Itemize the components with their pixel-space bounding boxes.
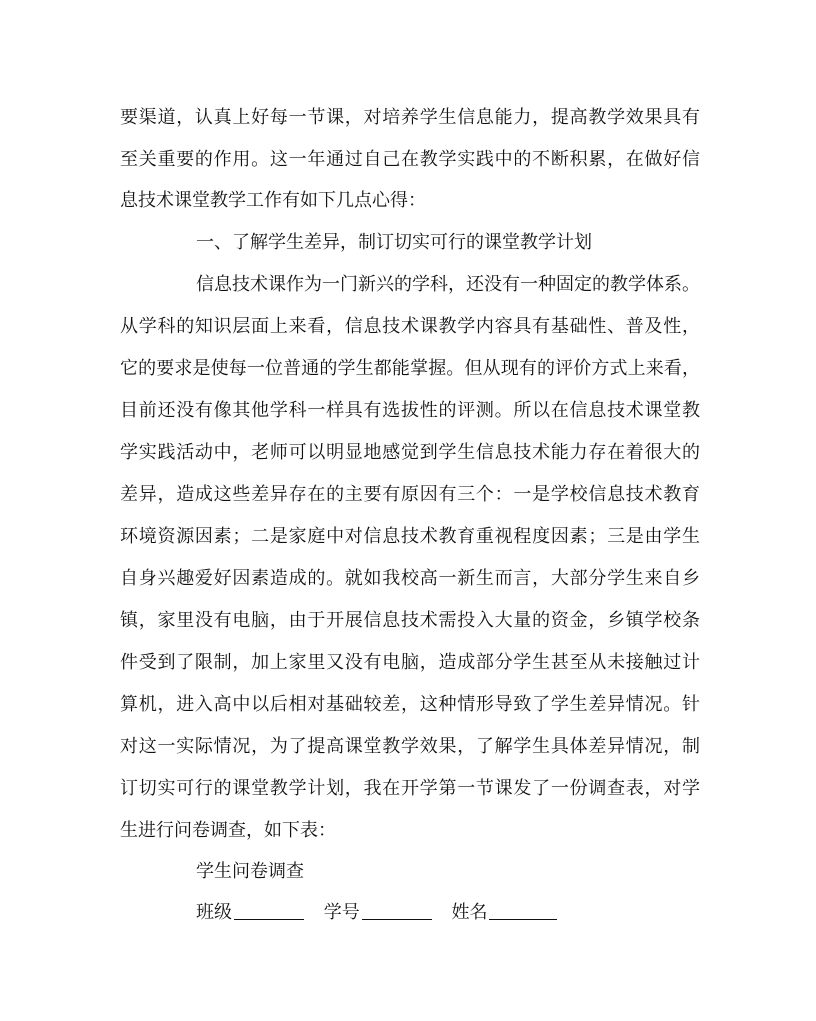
paragraph-line: 息技术课堂教学工作有如下几点心得： <box>120 190 426 211</box>
paragraph-line: 要渠道，认真上好每一节课，对培养学生信息能力，提高教学效果具有 <box>120 107 700 128</box>
paragraph-line: 至关重要的作用。这一年通过自己在教学实践中的不断积累，在做好信 <box>120 149 700 170</box>
paragraph-line: 差异，造成这些差异存在的主要有原因有三个：一是学校信息技术教育 <box>120 484 700 505</box>
section-heading: 一、了解学生差异，制订切实可行的课堂教学计划 <box>196 232 592 253</box>
paragraph-line: 目前还没有像其他学科一样具有选拔性的评测。所以在信息技术课堂教 <box>120 400 700 421</box>
student-id-field <box>324 901 432 925</box>
paragraph-line: 环境资源因素；二是家庭中对信息技术教育重视程度因素；三是由学生 <box>120 526 700 547</box>
student-id-blank-line <box>362 901 432 920</box>
class-blank-line <box>234 901 304 920</box>
name-field <box>451 901 557 925</box>
paragraph-line: 算机，进入高中以后相对基础较差，这种情形导致了学生差异情况。针 <box>120 694 700 715</box>
paragraph-line: 件受到了限制，加上家里又没有电脑，造成部分学生甚至从未接触过计 <box>120 652 700 673</box>
paragraph-line: 信息技术课作为一门新兴的学科，还没有一种固定的教学体系。 <box>196 274 700 295</box>
paragraph-line: 镇，家里没有电脑，由于开展信息技术需投入大量的资金，乡镇学校条 <box>120 610 700 631</box>
paragraph-line: 自身兴趣爱好因素造成的。就如我校高一新生而言，大部分学生来自乡 <box>120 568 700 589</box>
survey-form-row <box>196 901 571 925</box>
paragraph-line: 对这一实际情况，为了提高课堂教学效果，了解学生具体差异情况，制 <box>120 736 700 757</box>
paragraph-line: 学实践活动中，老师可以明显地感觉到学生信息技术能力存在着很大的 <box>120 442 700 463</box>
student-id-label: 学号 <box>323 902 360 923</box>
paragraph-line: 生进行问卷调查，如下表： <box>120 820 336 841</box>
class-label: 班级 <box>196 902 232 923</box>
paragraph-line: 订切实可行的课堂教学计划，我在开学第一节课发了一份调查表，对学 <box>120 778 700 799</box>
survey-title: 学生问卷调查 <box>196 861 304 882</box>
name-label: 姓名 <box>451 902 488 923</box>
class-field <box>196 901 304 925</box>
paragraph-line: 它的要求是使每一位普通的学生都能掌握。但从现有的评价方式上来看， <box>120 358 700 379</box>
paragraph-line: 从学科的知识层面上来看，信息技术课教学内容具有基础性、普及性， <box>120 316 700 337</box>
name-blank-line <box>489 901 557 920</box>
